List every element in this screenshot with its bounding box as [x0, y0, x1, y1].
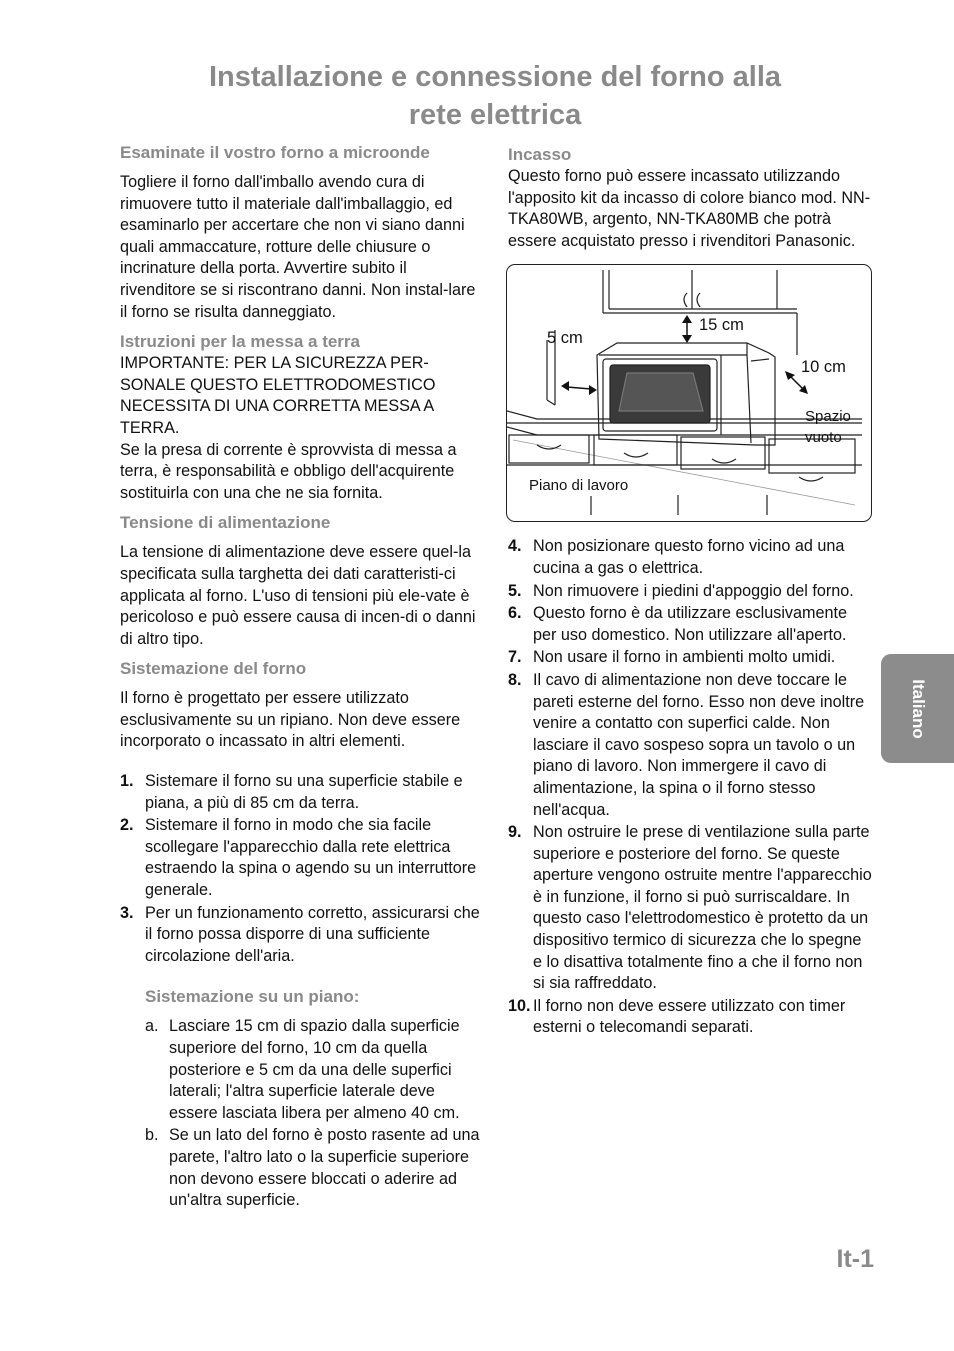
list-item: 7. Non usare il forno in ambienti molto umidi. [508, 648, 836, 667]
worktop-list [145, 1016, 486, 1211]
page-title-line-2: rete elettrica [408, 99, 582, 131]
list-item: 5. Non rimuovere i piedini d'appoggio del forno. [508, 581, 854, 600]
section-text-placement: Il forno è progettato per essere utilizzato esclusivamente su un ripiano. Non deve essere incorporato o incassato in altri elementi. [120, 689, 461, 751]
section-text-grounding: Se la presa di corrente è sprovvista di messa a terra, è responsabilità e obbligo dell'acquirente sostituirla con una che ne sia fornita. [120, 440, 457, 502]
section-heading-examine: Esaminate il vostro forno a microonde [120, 143, 430, 162]
page-title [120, 58, 870, 134]
safety-list [508, 536, 874, 1039]
list-item: 1. Sistemare il forno su una superficie stabile e piana, a più di 85 cm da terra. [120, 772, 463, 812]
placement-list [120, 771, 486, 967]
label-free-space: Spazio vuoto [805, 408, 851, 447]
list-item: 3. Per un funzionamento corretto, assicurarsi che il forno possa disporre di una sufficiente circolazione dell'aria. [120, 903, 480, 965]
list-item: 6. Questo forno è da utilizzare esclusivamente per uso domestico. Non utilizzare all'aperto. [508, 604, 848, 644]
label-worktop: Piano di lavoro [529, 477, 629, 495]
language-tab [881, 654, 954, 763]
list-item: 8. Il cavo di alimentazione non deve toccare le pareti esterne del forno. Esso non deve inoltre venire a contatto con superfici calde. Non lasciare il cavo sospeso sopra un tavolo o un piano di lavoro. Non immergere il cavo di alimentazione, la spina o il forno stesso nell'acqua. [508, 670, 865, 819]
list-item: b. Se un lato del forno è posto rasente ad una parete, l'altro lato o la superficie superiore non devono essere bloccati o aderire ad un'altra superficie. [145, 1126, 480, 1210]
worktop-subsection [145, 986, 486, 1211]
label-side-clearance: 5 cm [547, 329, 583, 348]
list-item: a. Lasciare 15 cm di spazio dalla superficie superiore del forno, 10 cm da quella posteriore e 5 cm da una delle superfici laterali; l'altra superficie laterale deve essere lasciata libera per almeno 40 cm. [145, 1017, 460, 1122]
section-heading-built-in: Incasso [508, 145, 572, 164]
label-top-clearance: 15 cm [699, 316, 744, 335]
label-back-clearance: 10 cm [801, 358, 846, 377]
list-item: 9. Non ostruire le prese di ventilazione sulla parte superiore e posteriore del forno. Se queste aperture vengono ostruite mentre l'apparecchio è in funzione, il forno si può surriscaldare. In questo caso l'elettrodomestico è protetto da un dispositivo termico di sicurezza che lo spegne e lo disattiva totalmente fino a che il forno non si sia raffreddato. [508, 823, 872, 993]
page-title-line-1: Installazione e connessione del forno alla [208, 61, 782, 93]
language-tab-label: Italiano [908, 678, 928, 739]
left-column [120, 142, 486, 1213]
clearance-illustration [506, 264, 872, 522]
section-text-examine: Togliere il forno dall'imballo avendo cura di rimuovere tutto il materiale dall'imballaggio, ed esaminarlo per accertare che non vi siano danni quali ammaccature, rotture delle chiusure o incrinature della porta. Avvertire subito il rivenditore se si riscontrano danni. Non instal-lare il forno se risulta danneggiato. [120, 173, 476, 321]
subsection-heading-worktop: Sistemazione su un piano: [145, 987, 360, 1007]
section-text-voltage: La tensione di alimentazione deve essere quel-la specificata sulla targhetta dei dati caratteristi-ci applicata al forno. L'uso di tensioni più ele-vate è pericoloso e può essere causa di incen-di o danni di altro tipo. [120, 543, 476, 648]
list-item: 2. Sistemare il forno in modo che sia facile scollegare l'apparecchio dalla rete elettrica estraendo la spina o agendo su un interruttore generale. [120, 816, 477, 900]
section-heading-placement: Sistemazione del forno [120, 659, 307, 679]
right-column [508, 144, 874, 1040]
section-text-grounding-important: IMPORTANTE: PER LA SICUREZZA PER-SONALE QUESTO ELETTRODOMESTICO NECESSITA DI UNA CORRETTA MESSA A TERRA. [120, 354, 436, 437]
section-heading-grounding: Istruzioni per la messa a terra [120, 332, 360, 352]
page-number: It-1 [836, 1245, 874, 1273]
section-heading-voltage: Tensione di alimentazione [120, 513, 331, 533]
list-item: 4. Non posizionare questo forno vicino ad una cucina a gas o elettrica. [508, 537, 845, 577]
list-item: 10. Il forno non deve essere utilizzato con timer esterni o telecomandi separati. [508, 996, 846, 1037]
section-text-built-in: Questo forno può essere incassato utilizzando l'apposito kit da incasso di colore bianco mod. NN-TKA80WB, argento, NN-TKA80MB che potrà essere acquistato presso i rivenditori Panasonic. [508, 167, 871, 250]
